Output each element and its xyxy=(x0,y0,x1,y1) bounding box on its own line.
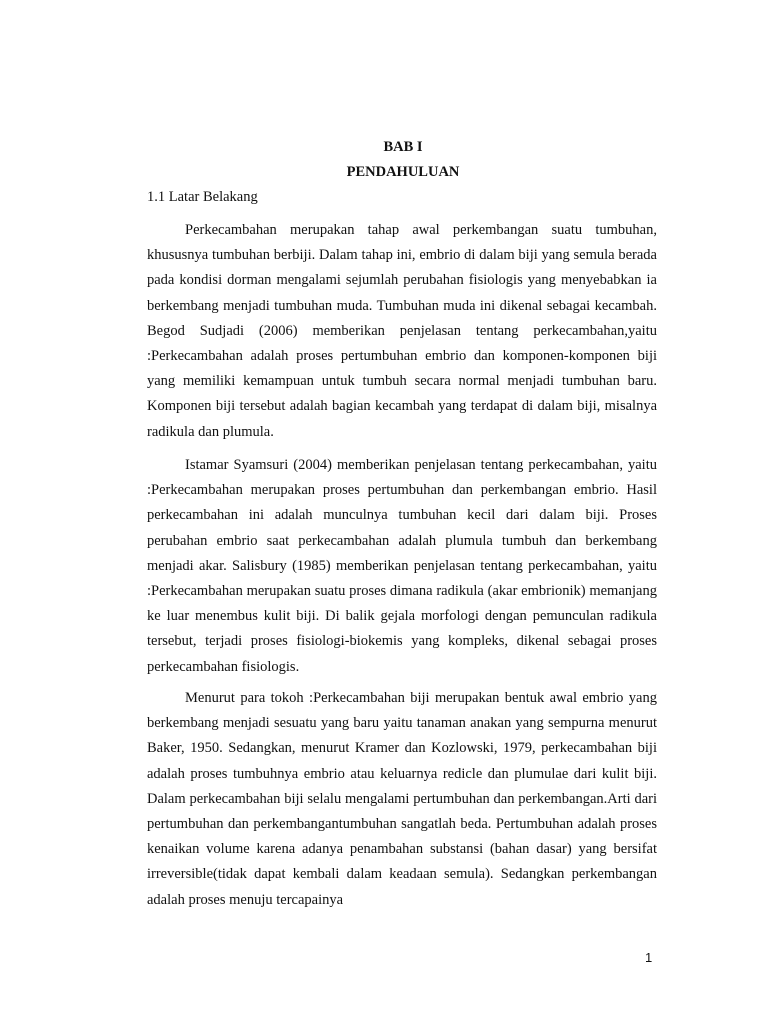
chapter-heading: BAB I xyxy=(383,139,423,155)
paragraph-2: Istamar Syamsuri (2004) memberikan penjelasan tentang perkecambahan, yaitu :Perkecambahan merupakan proses pertumbuhan dan perkembangan embrio. Hasil perkecambahan ini adalah munculnya tumbuhan kecil dari dalam biji. Proses perubahan embrio saat perkecambahan adalah plumula tumbuh dan berkembang menjadi akar. Salisbury (1985) memberikan penjelasan tentang perkecambahan, yaitu :Perkecambahan merupakan suatu proses dimana radikula (akar embrionik) memanjang ke luar menembus kulit biji. Di balik gejala morfologi dengan pemunculan radikula tersebut, terjadi proses fisiologi-biokemis yang kompleks, dikenal sebagai proses perkecambahan fisiologis. xyxy=(147,457,657,675)
paragraph-3: Menurut para tokoh :Perkecambahan biji merupakan bentuk awal embrio yang berkembang menjadi sesuatu yang baru yaitu tanaman anakan yang sempurna menurut Baker, 1950. Sedangkan, menurut Kramer dan Kozlowski, 1979, perkecambahan biji adalah proses tumbuhnya embrio atau keluarnya redicle dan plumulae dari kulit biji. Dalam perkecambahan biji selalu mengalami pertumbuhan dan perkembangan.Arti dari pertumbuhan dan perkembangantumbuhan sangatlah beda. Pertumbuhan adalah proses kenaikan volume karena adanya penambahan substansi (bahan dasar) yang bersifat irreversible(tidak dapat kembali dalam keadaan semula). Sedangkan perkembangan adalah proses menuju tercapainya xyxy=(147,690,657,908)
chapter-title: PENDAHULUAN xyxy=(346,164,460,180)
page-number: 1 xyxy=(645,950,653,965)
section-title: 1.1 Latar Belakang xyxy=(147,189,258,205)
paragraph-1: Perkecambahan merupakan tahap awal perkembangan suatu tumbuhan, khususnya tumbuhan berbiji. Dalam tahap ini, embrio di dalam biji yang semula berada pada kondisi dorman mengalami sejumlah perubahan fisiologis yang menyebabkan ia berkembang menjadi tumbuhan muda. Tumbuhan muda ini dikenal sebagai kecambah. Begod Sudjadi (2006) memberikan penjelasan tentang perkecambahan,yaitu :Perkecambahan adalah proses pertumbuhan embrio dan komponen-komponen biji yang memiliki kemampuan untuk tumbuh secara normal menjadi tumbuhan baru. Komponen biji tersebut adalah bagian kecambah yang terdapat di dalam biji, misalnya radikula dan plumula. xyxy=(147,222,657,440)
